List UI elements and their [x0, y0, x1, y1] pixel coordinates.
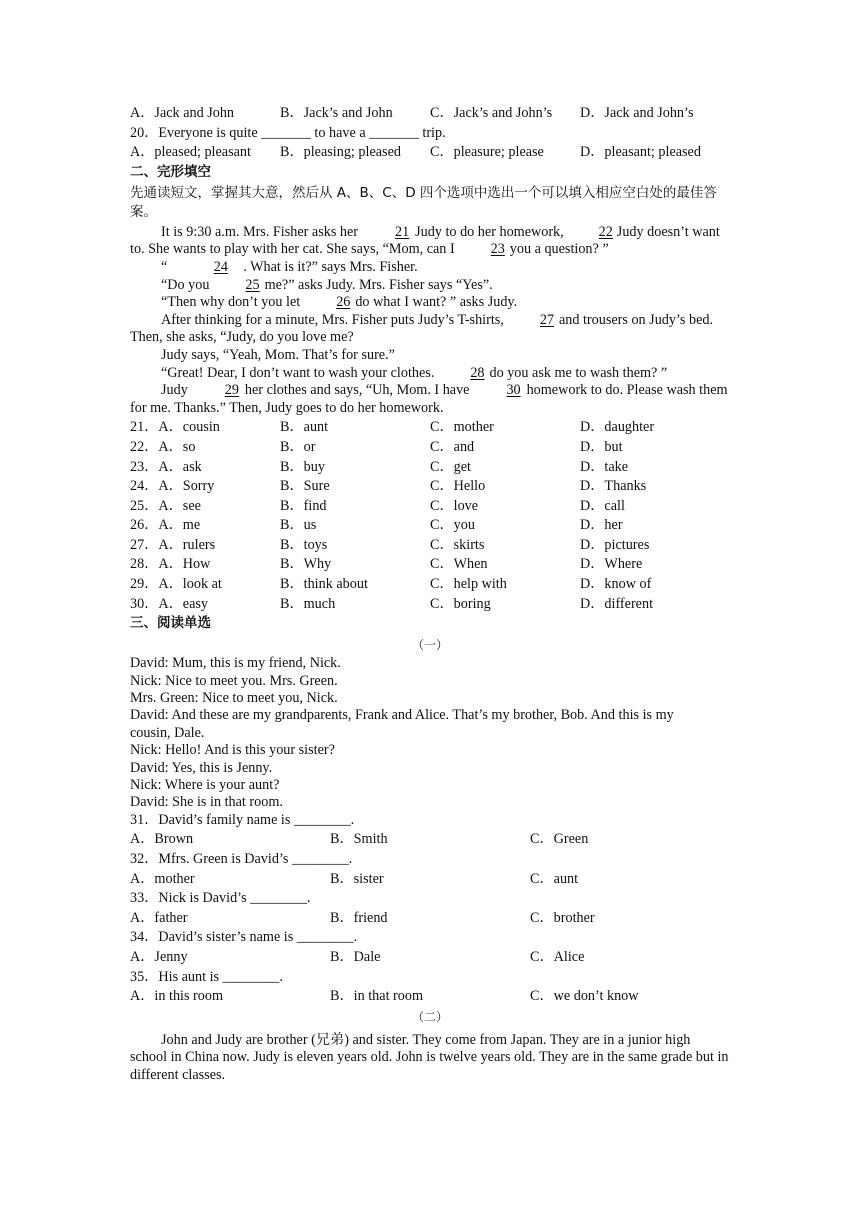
- option: C．and: [430, 438, 475, 455]
- paragraph: It is 9:30 a.m. Mrs. Fisher asks her 21 Judy to do her homework, 22 Judy doesn’t want to. She wants to play with her cat. She says, “Mom, can I 23 you a question? ”: [130, 223, 720, 258]
- question-stem: 31．David’s family name is ________.: [130, 811, 355, 828]
- option: 29．A．look at: [130, 576, 222, 593]
- paragraph: “Great! Dear, I don’t want to wash your clothes. 28 do you ask me to wash them? ”: [161, 364, 668, 381]
- option: D．Where: [580, 556, 643, 573]
- question-stem: 35．His aunt is ________.: [130, 968, 283, 985]
- blank-26: 26: [336, 294, 351, 311]
- dialogue: [130, 655, 730, 812]
- paragraph: Judy says, “Yeah, Mom. That’s for sure.”: [161, 346, 395, 363]
- question-options: [130, 949, 730, 969]
- section-heading: 二、完形填空: [130, 163, 211, 180]
- cloze-option-row: [130, 596, 730, 616]
- option: C．mother: [430, 419, 494, 436]
- option: C．help with: [430, 576, 507, 593]
- cloze-option-row: [130, 537, 730, 557]
- cloze-option-row: [130, 517, 730, 537]
- option: 22．A．so: [130, 438, 196, 455]
- option: B．or: [280, 438, 316, 455]
- option: B．much: [280, 595, 336, 612]
- option: C．we don’t know: [530, 988, 639, 1005]
- option: C．get: [430, 458, 471, 475]
- option: C．you: [430, 517, 475, 534]
- dialogue-line: David: And these are my grandparents, Frank and Alice. That’s my brother, Bob. And this is my: [130, 707, 674, 724]
- cloze-option-row: [130, 556, 730, 576]
- option: B．Dale: [330, 948, 381, 965]
- part-label: （一）: [411, 638, 448, 653]
- option: B．Why: [280, 556, 332, 573]
- cloze-option-row: [130, 576, 730, 596]
- option: B．toys: [280, 536, 328, 553]
- dialogue-line: David: Mum, this is my friend, Nick.: [130, 655, 341, 672]
- option: 23．A．ask: [130, 458, 202, 475]
- cloze-options: [130, 419, 730, 615]
- question-stem: 32．Mfrs. Green is David’s ________.: [130, 850, 353, 867]
- dialogue-line: Mrs. Green: Nice to meet you, Nick.: [130, 690, 338, 707]
- option: D．call: [580, 497, 625, 514]
- option: C．Hello: [430, 478, 486, 495]
- paragraph: After thinking for a minute, Mrs. Fisher puts Judy’s T-shirts, 27 and trousers on Judy’s bed. Then, she asks, “Judy, do you love me?: [130, 311, 714, 346]
- option: C．When: [430, 556, 488, 573]
- option: C．brother: [530, 909, 595, 926]
- option: D．know of: [580, 576, 652, 593]
- question-stem: 34．David’s sister’s name is ________.: [130, 929, 358, 946]
- option: D．pleasant; pleased: [580, 144, 701, 161]
- cloze-option-row: [130, 498, 730, 518]
- cloze-option-row: [130, 478, 730, 498]
- option: C．boring: [430, 595, 491, 612]
- option: A．Jenny: [130, 948, 188, 965]
- dialogue-line: cousin, Dale.: [130, 724, 205, 741]
- option: B．aunt: [280, 419, 329, 436]
- option: 28．A．How: [130, 556, 211, 573]
- question-stem: 33．Nick is David’s ________.: [130, 890, 311, 907]
- reading-questions: [130, 812, 730, 1008]
- cloze-option-row: [130, 419, 730, 439]
- option: 25．A．see: [130, 497, 201, 514]
- option: D．different: [580, 595, 654, 612]
- option: 21．A．cousin: [130, 419, 220, 436]
- blank-25: 25: [245, 276, 260, 293]
- exam-content: [130, 105, 730, 1084]
- option: C．Jack’s and John’s: [430, 105, 553, 121]
- option: A．Jack and John: [130, 105, 235, 121]
- option: C．aunt: [530, 870, 579, 887]
- option: D．her: [580, 517, 623, 534]
- option: B．sister: [330, 870, 384, 887]
- passage: John and Judy are brother (兄弟) and sister. They come from Japan. They are in a junior high school in China now. Judy is eleven years old. John is twelve years old. They are in the same grade but in different classes.: [130, 1031, 729, 1083]
- dialogue-line: Nick: Nice to meet you. Mrs. Green.: [130, 672, 338, 689]
- blank-28: 28: [470, 364, 485, 381]
- option: A．in this room: [130, 988, 224, 1005]
- option: D．pictures: [580, 536, 650, 553]
- dialogue-line: Nick: Where is your aunt?: [130, 776, 280, 793]
- option: C．skirts: [430, 536, 485, 553]
- blank-29: 29: [224, 382, 239, 399]
- option: A．mother: [130, 870, 195, 887]
- option: 26．A．me: [130, 517, 201, 534]
- paragraph: “Do you 25 me?” asks Judy. Mrs. Fisher says “Yes”.: [161, 276, 493, 293]
- dialogue-line: David: Yes, this is Jenny.: [130, 759, 273, 776]
- option: 24．A．Sorry: [130, 478, 215, 495]
- option: B．pleasing; pleased: [280, 144, 401, 161]
- blank-24: 24: [213, 258, 228, 275]
- option: A．pleased; pleasant: [130, 144, 251, 161]
- option: D．but: [580, 438, 623, 455]
- option: B．Smith: [330, 831, 388, 848]
- question-options: [130, 910, 730, 930]
- option: C．pleasure; please: [430, 144, 544, 161]
- question-options: [130, 871, 730, 891]
- question-options: [130, 988, 730, 1008]
- option: 27．A．rulers: [130, 536, 216, 553]
- option: D．Jack and John’s: [580, 105, 694, 121]
- paragraph: “Then why don’t you let 26 do what I want? ” asks Judy.: [161, 294, 518, 311]
- option: B．Jack’s and John: [280, 105, 393, 121]
- paragraph: Judy 29 her clothes and says, “Uh, Mom. I have 30 homework to do. Please wash them for me. Thanks.” Then, Judy goes to do her homework.: [130, 382, 728, 416]
- section-instruction: 先通读短文，掌握其大意，然后从 A、B、C、D 四个选项中选出一个可以填入相应空白处的最佳答案。: [130, 184, 717, 220]
- option: B．think about: [280, 576, 368, 593]
- blank-27: 27: [539, 311, 554, 328]
- blank-21: 21: [395, 223, 410, 240]
- option: C．love: [430, 497, 479, 514]
- section-heading: 三、阅读单选: [130, 615, 211, 632]
- blank-30: 30: [506, 382, 521, 399]
- question-20: 20．Everyone is quite _______ to have a _______ trip.: [130, 124, 446, 141]
- option: D．Thanks: [580, 478, 647, 495]
- cloze-option-row: [130, 459, 730, 479]
- blank-22: 22: [598, 223, 613, 240]
- blank-23: 23: [490, 241, 505, 258]
- cloze-passage: [130, 224, 730, 418]
- part-label: （二）: [411, 1009, 448, 1024]
- question-options: [130, 831, 730, 851]
- option: B．buy: [280, 458, 325, 475]
- option: B．us: [280, 517, 317, 534]
- option: B．Sure: [280, 478, 330, 495]
- q19-options: [130, 105, 730, 125]
- q20-options: [130, 144, 730, 164]
- dialogue-line: Nick: Hello! And is this your sister?: [130, 742, 335, 759]
- option: C．Green: [530, 831, 589, 848]
- option: A．father: [130, 909, 188, 926]
- cloze-option-row: [130, 439, 730, 459]
- option: B．find: [280, 497, 327, 514]
- dialogue-line: David: She is in that room.: [130, 794, 283, 811]
- paragraph: “ 24 . What is it?” says Mrs. Fisher.: [161, 258, 418, 275]
- option: D．take: [580, 458, 629, 475]
- option: A．Brown: [130, 831, 194, 848]
- option: B．in that room: [330, 988, 424, 1005]
- option: C．Alice: [530, 948, 585, 965]
- option: 30．A．easy: [130, 595, 209, 612]
- option: D．daughter: [580, 419, 655, 436]
- option: B．friend: [330, 909, 388, 926]
